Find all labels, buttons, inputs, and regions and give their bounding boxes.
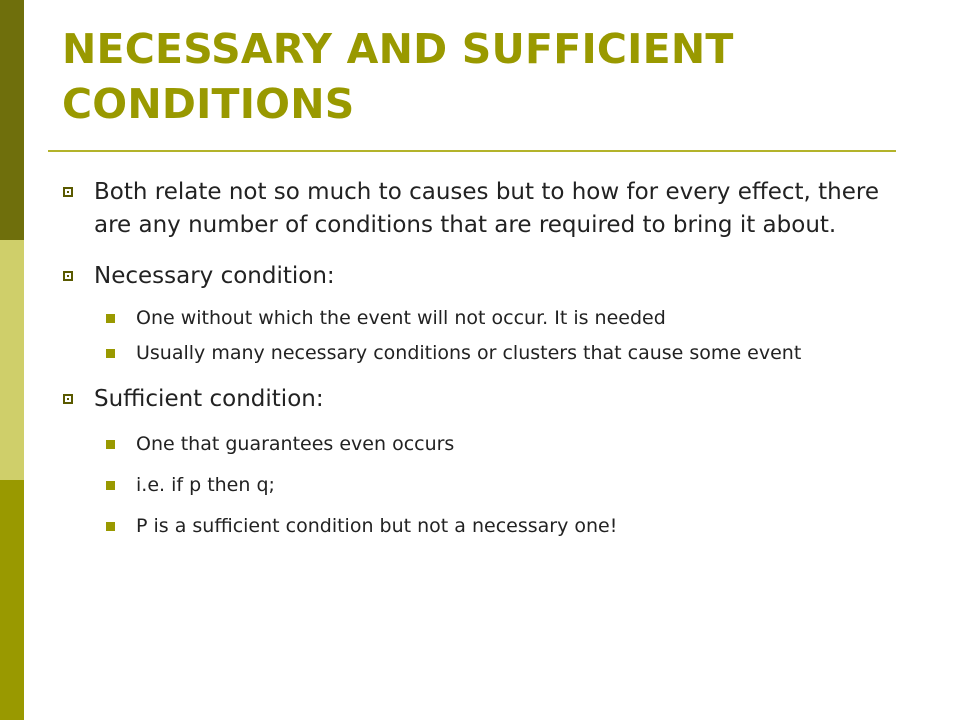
filled-square-bullet-icon [106,314,115,323]
subbullet-text: One that guarantees even occurs [136,433,455,455]
hollow-square-bullet-icon [63,187,73,197]
bullet-sufficient-condition [60,383,900,416]
sidebar-band-dark [0,0,24,240]
title-divider [48,150,896,152]
filled-square-bullet-icon [106,481,115,490]
filled-square-bullet-icon [106,440,115,449]
sidebar-band-mid [0,480,24,720]
hollow-square-bullet-icon [63,394,73,404]
subbullet-text: i.e. if p then q; [136,474,275,496]
bullet-text: Necessary condition: [94,263,335,289]
bullet-text: Both relate not so much to causes but to how for every effect, there are any number of conditions that are required to bring it about. [94,179,880,238]
slide-title: NECESSARY AND SUFFICIENT CONDITIONS [62,25,734,128]
subbullet-necessary-1 [60,305,900,331]
subbullet-sufficient-2 [60,472,900,498]
bullet-necessary-condition [60,260,900,293]
filled-square-bullet-icon [106,522,115,531]
filled-square-bullet-icon [106,349,115,358]
subbullet-text: Usually many necessary conditions or clusters that cause some event [136,342,802,364]
bullet-both-relate [60,176,900,242]
subbullet-sufficient-3 [60,513,900,539]
sidebar-decoration [0,0,24,720]
subbullet-text: One without which the event will not occur. It is needed [136,307,666,329]
slide-body [60,176,900,539]
hollow-square-bullet-icon [63,271,73,281]
bullet-text: Sufficient condition: [94,386,324,412]
sidebar-band-light [0,240,24,480]
subbullet-sufficient-1 [60,431,900,457]
subbullet-necessary-2 [60,340,900,366]
subbullet-text: P is a sufficient condition but not a necessary one! [136,515,618,537]
